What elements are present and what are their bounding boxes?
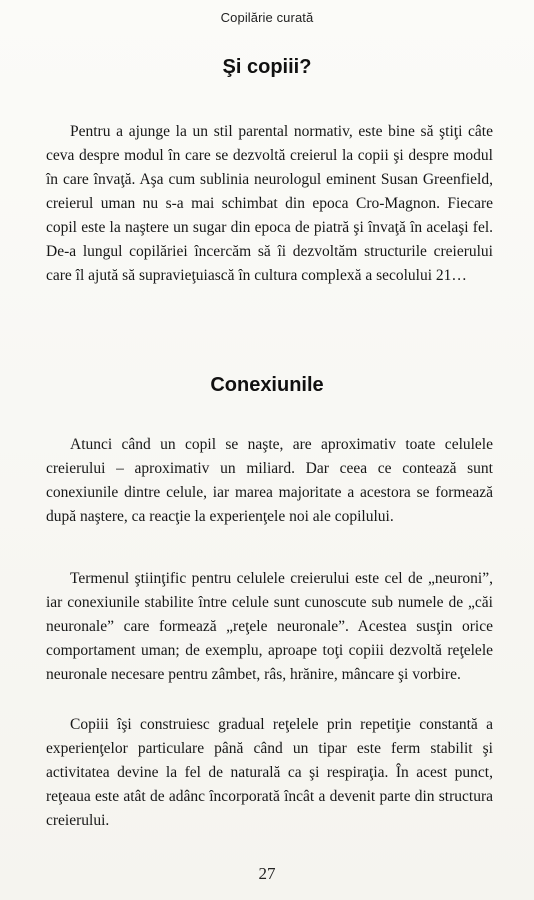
page-number: 27 — [258, 864, 276, 883]
section-heading-conexiunile: Conexiunile — [210, 374, 324, 396]
running-header: Copilărie curată — [220, 10, 314, 25]
paragraph-repetition: Copiii îşi construiesc gradual reţelele prin repetiţie constantă a experienţelor particulare până când un tipar este ferm stabilit şi activitatea devine la fel de naturală ca şi respiraţia. În acest punct, reţeaua este atât de adânc încorporată încât a devenit parte din structura creierului. — [46, 716, 493, 829]
paragraph-intro: Pentru a ajunge la un stil parental normativ, este bine să ştiţi câte ceva despre modul în care se dezvoltă creierul la copii şi despre modul în care învaţă. Aşa cum sublinia neurologul eminent Susan Greenfield, creierul uman nu s-a mai schimbat din epoca Cro-Magnon. Fiecare copil este la naştere un sugar din epoca de piatră şi învaţă în acelaşi fel. De-a lungul copilăriei încercăm să îi dezvoltăm structurile creierului care îl ajută să supravieţuiască în cultura complexă a secolului 21… — [46, 123, 493, 284]
paragraph-birth-cells: Atunci când un copil se naşte, are aproximativ toate celulele creierului – aproximativ un miliard. Dar ceea ce contează sunt conexiunile dintre celule, iar marea majoritate a acestora se formează după naştere, ca reacţie la experienţele noi ale copilului. — [46, 436, 493, 525]
section-heading-si-copiii: Şi copiii? — [222, 56, 312, 78]
paragraph-neurons: Termenul ştiinţific pentru celulele creierului este cel de „neuroni”, iar conexiunile stabilite între celule sunt cunoscute sub numele de „căi neuronale” care formează „reţele neuronale”. Acestea susţin orice comportament uman; de exemplu, aproape toţi copiii dezvoltă reţelele neuronale necesare pentru zâmbet, râs, hrănire, mâncare şi vorbire. — [46, 570, 493, 683]
